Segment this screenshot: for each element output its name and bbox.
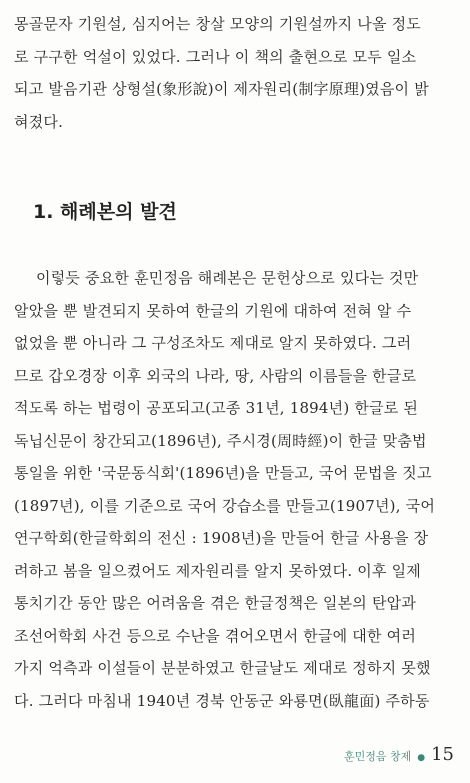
text-line: 조선어학회 사건 등으로 수난을 겪어오면서 한글에 대한 여러 (14, 626, 417, 645)
section-heading: 1. 해례본의 발견 (33, 201, 177, 223)
page-footer (344, 744, 454, 774)
running-footer-title: 훈민정음 창제 (343, 750, 412, 763)
paragraph-main (14, 262, 458, 717)
text-line: 없었을 뿐 아니라 그 구성조차도 제대로 알지 못하였다. 그러 (14, 334, 412, 352)
text-line: 혀졌다. (14, 112, 64, 131)
text-line: 므로 갑오경장 이후 외국의 나라, 땅, 사람의 이름들을 한글로 (14, 366, 417, 385)
paragraph-top (14, 8, 458, 138)
text-line: 가지 억측과 이설들이 분분하였고 한글날도 제대로 정하지 못했 (14, 659, 431, 677)
bullet-dot-icon: ● (417, 753, 426, 763)
page-number: 15 (431, 744, 454, 765)
text-line: (1897년), 이를 기준으로 국어 강습소를 만들고(1907년), 국어 (14, 496, 436, 515)
text-line: 통일을 위한 '국문동식회'(1896년)을 만들고, 국어 문법을 짓고 (14, 464, 432, 482)
text-line: 이렇듯 중요한 훈민정음 해례본은 문헌상으로 있다는 것만 (36, 269, 419, 287)
text-line: 로 구구한 억설이 있었다. 그러나 이 책의 출현으로 모두 일소 (14, 47, 417, 66)
text-line: 다. 그러다 마침내 1940년 경북 안동군 와룡면(臥龍面) 주하동 (14, 691, 430, 710)
text-line: 적도록 하는 법령이 공포되고(고종 31년, 1894년) 한글로 된 (14, 399, 419, 417)
text-line: 몽골문자 기원설, 심지어는 창살 모양의 기원설까지 나올 정도 (14, 15, 421, 33)
text-line: 연구학회(한글학회의 전신 : 1908년)을 만들어 한글 사용을 장 (14, 529, 429, 547)
text-line: 통치기간 동안 많은 어려움을 겪은 한글정책은 일본의 탄압과 (14, 594, 417, 612)
text-line: 되고 발음기관 상형설(象形說)이 제자원리(制字原理)였음이 밝 (14, 80, 429, 98)
text-line: 독닙신문이 창간되고(1896년), 주시경(周時經)이 한글 맞춤법 (14, 431, 427, 450)
text-line: 알았을 뿐 발견되지 못하여 한글의 기원에 대하여 전혀 알 수 (14, 301, 412, 320)
text-line: 려하고 봄을 일으켰어도 제자원리를 알지 못하였다. 이후 일제 (14, 561, 421, 580)
